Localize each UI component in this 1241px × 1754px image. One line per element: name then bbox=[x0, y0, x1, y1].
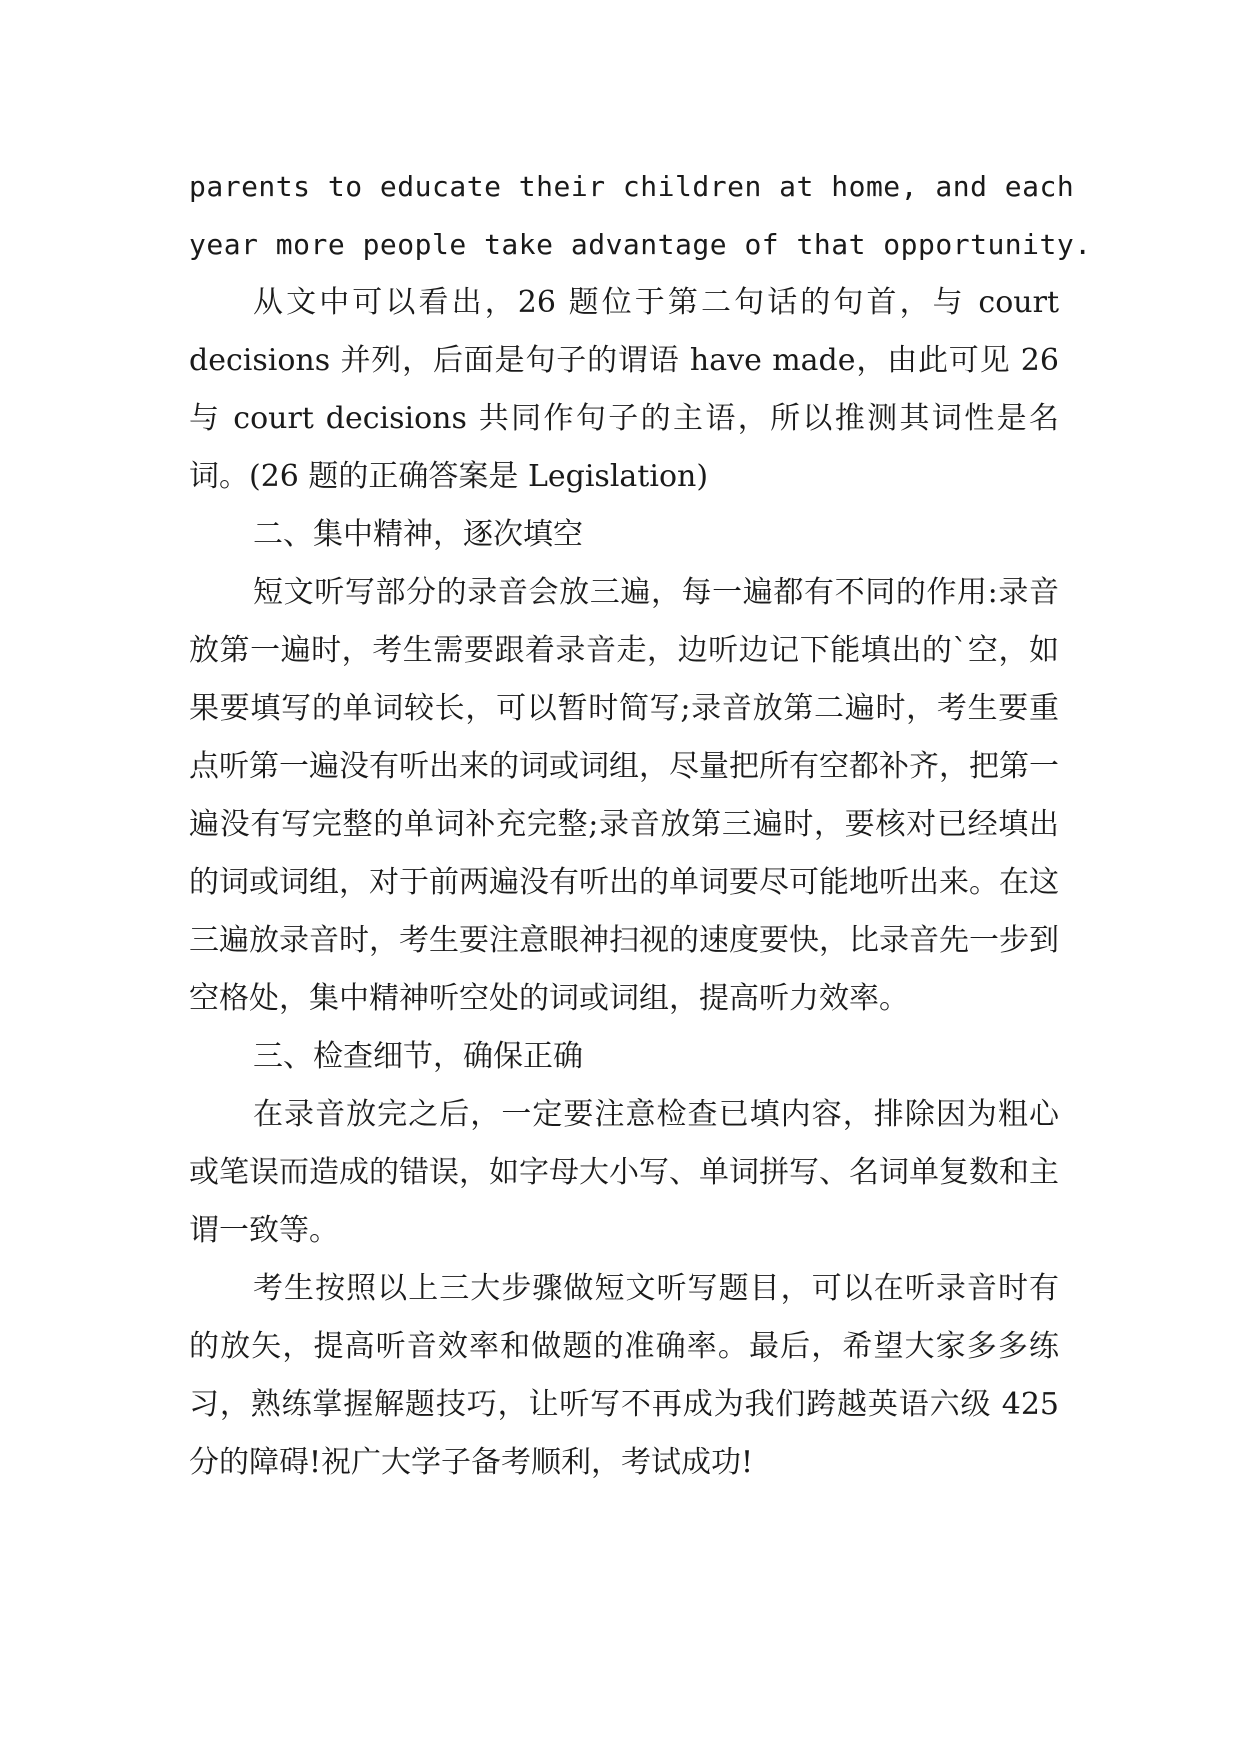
continuation-line-2: year more people take advantage of that opportunity. bbox=[189, 228, 1092, 261]
analysis-paragraph: 从文中可以看出，26 题位于第二句话的句首，与 court decisions 并列，后面是句子的谓语 have made，由此可见 26 与 court decisions 共同作句子的主语，所以推测其词性是名词。(26 题的正确答案是 Legislation) bbox=[189, 285, 1059, 494]
conclusion-paragraph: 考生按照以上三大步骤做短文听写题目，可以在听录音时有的放矢，提高听音效率和做题的准确率。最后，希望大家多多练习，熟练掌握解题技巧，让听写不再成为我们跨越英语六级 425 分的障碍!祝广大学子备考顺利，考试成功! bbox=[189, 1271, 1059, 1480]
continuation-line-1: parents to educate their children at home, and each bbox=[189, 170, 1075, 203]
check-details-paragraph: 在录音放完之后，一定要注意检查已填内容，排除因为粗心或笔误而造成的错误，如字母大小写、单词拼写、名词单复数和主谓一致等。 bbox=[189, 1097, 1059, 1248]
document-page bbox=[189, 158, 1092, 1492]
section-heading-3: 三、检查细节，确保正确 bbox=[253, 1039, 583, 1074]
dictation-strategy-paragraph: 短文听写部分的录音会放三遍，每一遍都有不同的作用:录音放第一遍时，考生需要跟着录音走，边听边记下能填出的`空，如果要填写的单词较长，可以暂时简写;录音放第二遍时，考生要重点听第一遍没有听出来的词或词组，尽量把所有空都补齐，把第一遍没有写完整的单词补充完整;录音放第三遍时，要核对已经填出的词或词组，对于前两遍没有听出的单词要尽可能地听出来。在这三遍放录音时，考生要注意眼神扫视的速度要快，比录音先一步到空格处，集中精神听空处的词或词组，提高听力效率。 bbox=[189, 575, 1059, 1016]
section-heading-2: 二、集中精神，逐次填空 bbox=[253, 517, 583, 552]
